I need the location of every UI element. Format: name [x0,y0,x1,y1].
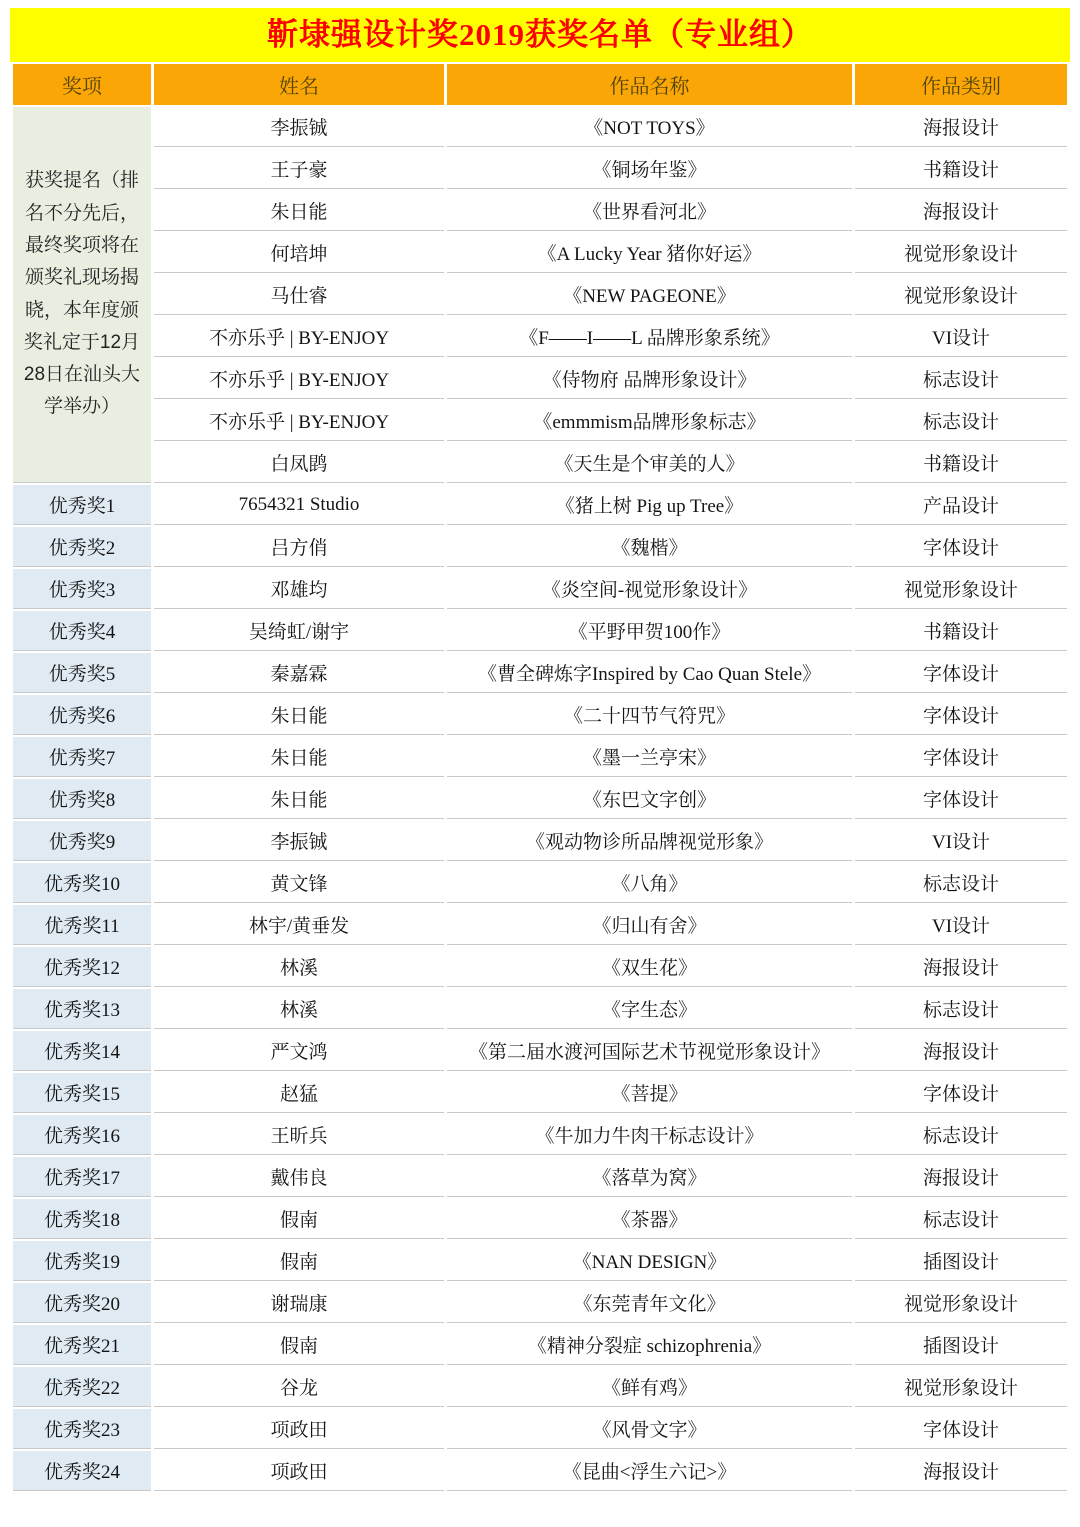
award-name-cell: 优秀奖18 [13,1199,151,1239]
winner-name-cell: 不亦乐乎 | BY-ENJOY [154,359,444,399]
work-category-cell: 字体设计 [855,779,1067,819]
award-row [13,737,1067,777]
award-row [13,611,1067,651]
work-title-cell: 《F——I——L 品牌形象系统》 [447,317,852,357]
work-category-cell: VI设计 [855,317,1067,357]
work-category-cell: 书籍设计 [855,443,1067,483]
work-title-cell: 《观动物诊所品牌视觉形象》 [447,821,852,861]
winner-name-cell: 马仕睿 [154,275,444,315]
award-name-cell: 优秀奖2 [13,527,151,567]
award-name-cell: 优秀奖6 [13,695,151,735]
work-category-cell: 视觉形象设计 [855,569,1067,609]
work-category-cell: 插图设计 [855,1241,1067,1281]
work-title-cell: 《字生态》 [447,989,852,1029]
work-category-cell: 产品设计 [855,485,1067,525]
work-title-cell: 《铜场年鉴》 [447,149,852,189]
work-title-cell: 《NOT TOYS》 [447,107,852,147]
work-category-cell: 海报设计 [855,1157,1067,1197]
work-title-cell: 《双生花》 [447,947,852,987]
award-row [13,863,1067,903]
award-name-cell: 优秀奖3 [13,569,151,609]
nomination-row [13,149,1067,189]
work-title-cell: 《NAN DESIGN》 [447,1241,852,1281]
work-title-cell: 《A Lucky Year 猪你好运》 [447,233,852,273]
award-name-cell: 优秀奖4 [13,611,151,651]
work-title-cell: 《天生是个审美的人》 [447,443,852,483]
work-category-cell: 字体设计 [855,1409,1067,1449]
award-name-cell: 优秀奖12 [13,947,151,987]
award-name-cell: 优秀奖9 [13,821,151,861]
work-title-cell: 《emmmism品牌形象标志》 [447,401,852,441]
award-name-cell: 优秀奖22 [13,1367,151,1407]
award-row [13,485,1067,525]
nomination-row [13,191,1067,231]
winner-name-cell: 吕方俏 [154,527,444,567]
nomination-row [13,401,1067,441]
work-category-cell: 插图设计 [855,1325,1067,1365]
winner-name-cell: 谢瑞康 [154,1283,444,1323]
award-row [13,1325,1067,1365]
work-title-cell: 《落草为窝》 [447,1157,852,1197]
work-category-cell: 字体设计 [855,653,1067,693]
winner-name-cell: 吴绮虹/谢宇 [154,611,444,651]
award-row [13,905,1067,945]
winner-name-cell: 林宇/黄垂发 [154,905,444,945]
award-row [13,1409,1067,1449]
work-category-cell: 标志设计 [855,863,1067,903]
work-title-cell: 《NEW PAGEONE》 [447,275,852,315]
work-category-cell: 书籍设计 [855,149,1067,189]
work-title-cell: 《第二届水渡河国际艺术节视觉形象设计》 [447,1031,852,1071]
work-category-cell: VI设计 [855,905,1067,945]
col-header-category: 作品类别 [855,64,1067,105]
award-row [13,1283,1067,1323]
award-name-cell: 优秀奖10 [13,863,151,903]
winner-name-cell: 戴伟良 [154,1157,444,1197]
work-category-cell: 标志设计 [855,989,1067,1029]
work-category-cell: 海报设计 [855,1031,1067,1071]
nomination-award-label: 获奖提名（排名不分先后，最终奖项将在颁奖礼现场揭晓，本年度颁奖礼定于12月28日在汕头大学举办） [13,107,151,483]
work-title-cell: 《猪上树 Pig up Tree》 [447,485,852,525]
header-row [13,64,1067,105]
work-title-cell: 《归山有舍》 [447,905,852,945]
work-title-cell: 《风骨文字》 [447,1409,852,1449]
winner-name-cell: 王子豪 [154,149,444,189]
award-name-cell: 优秀奖14 [13,1031,151,1071]
award-row [13,947,1067,987]
work-category-cell: 标志设计 [855,401,1067,441]
award-name-cell: 优秀奖21 [13,1325,151,1365]
table-body [13,107,1067,1491]
nomination-row [13,107,1067,147]
work-category-cell: 视觉形象设计 [855,275,1067,315]
award-name-cell: 优秀奖15 [13,1073,151,1113]
work-category-cell: 字体设计 [855,1073,1067,1113]
award-row [13,527,1067,567]
work-category-cell: 海报设计 [855,191,1067,231]
award-name-cell: 优秀奖13 [13,989,151,1029]
work-title-cell: 《昆曲<浮生六记>》 [447,1451,852,1491]
award-row [13,779,1067,819]
winner-name-cell: 不亦乐乎 | BY-ENJOY [154,401,444,441]
work-title-cell: 《鲜有鸡》 [447,1367,852,1407]
work-title-cell: 《世界看河北》 [447,191,852,231]
winner-name-cell: 朱日能 [154,191,444,231]
award-row [13,1073,1067,1113]
award-row [13,569,1067,609]
winner-name-cell: 黄文锋 [154,863,444,903]
winner-name-cell: 项政田 [154,1451,444,1491]
winner-name-cell: 假南 [154,1241,444,1281]
nomination-row [13,317,1067,357]
work-category-cell: 标志设计 [855,1115,1067,1155]
work-title-cell: 《魏楷》 [447,527,852,567]
award-row [13,1367,1067,1407]
award-row [13,653,1067,693]
work-title-cell: 《东巴文字创》 [447,779,852,819]
winner-name-cell: 严文鸿 [154,1031,444,1071]
winner-name-cell: 7654321 Studio [154,485,444,525]
page-title: 靳埭强设计奖2019获奖名单（专业组） [10,8,1070,62]
work-category-cell: 标志设计 [855,1199,1067,1239]
winner-name-cell: 项政田 [154,1409,444,1449]
award-name-cell: 优秀奖16 [13,1115,151,1155]
award-row [13,695,1067,735]
work-category-cell: 视觉形象设计 [855,1283,1067,1323]
work-category-cell: 海报设计 [855,947,1067,987]
award-name-cell: 优秀奖1 [13,485,151,525]
work-title-cell: 《曹全碑炼字Inspired by Cao Quan Stele》 [447,653,852,693]
winner-name-cell: 秦嘉霖 [154,653,444,693]
work-title-cell: 《墨一兰亭宋》 [447,737,852,777]
work-category-cell: 标志设计 [855,359,1067,399]
work-category-cell: 字体设计 [855,737,1067,777]
work-title-cell: 《八角》 [447,863,852,903]
winner-name-cell: 白凤鹍 [154,443,444,483]
work-title-cell: 《炎空间-视觉形象设计》 [447,569,852,609]
award-row [13,1199,1067,1239]
awards-table [10,62,1070,1493]
winner-name-cell: 林溪 [154,989,444,1029]
work-category-cell: 海报设计 [855,107,1067,147]
award-row [13,821,1067,861]
work-title-cell: 《二十四节气符咒》 [447,695,852,735]
award-name-cell: 优秀奖23 [13,1409,151,1449]
award-name-cell: 优秀奖7 [13,737,151,777]
work-category-cell: 视觉形象设计 [855,233,1067,273]
award-name-cell: 优秀奖17 [13,1157,151,1197]
winner-name-cell: 赵猛 [154,1073,444,1113]
winner-name-cell: 李振铖 [154,821,444,861]
winner-name-cell: 假南 [154,1199,444,1239]
work-title-cell: 《茶器》 [447,1199,852,1239]
award-name-cell: 优秀奖5 [13,653,151,693]
award-name-cell: 优秀奖19 [13,1241,151,1281]
winner-name-cell: 朱日能 [154,737,444,777]
col-header-work: 作品名称 [447,64,852,105]
award-row [13,989,1067,1029]
nomination-row [13,359,1067,399]
work-title-cell: 《平野甲贺100作》 [447,611,852,651]
winner-name-cell: 李振铖 [154,107,444,147]
work-title-cell: 《菩提》 [447,1073,852,1113]
award-row [13,1157,1067,1197]
work-title-cell: 《东莞青年文化》 [447,1283,852,1323]
award-name-cell: 优秀奖24 [13,1451,151,1491]
work-title-cell: 《牛加力牛肉干标志设计》 [447,1115,852,1155]
winner-name-cell: 邓雄均 [154,569,444,609]
col-header-award: 奖项 [13,64,151,105]
award-name-cell: 优秀奖11 [13,905,151,945]
work-title-cell: 《精神分裂症 schizophrenia》 [447,1325,852,1365]
award-row [13,1031,1067,1071]
nomination-row [13,233,1067,273]
work-category-cell: 字体设计 [855,695,1067,735]
work-category-cell: 视觉形象设计 [855,1367,1067,1407]
award-row [13,1241,1067,1281]
award-name-cell: 优秀奖8 [13,779,151,819]
nomination-row [13,275,1067,315]
work-category-cell: 海报设计 [855,1451,1067,1491]
winner-name-cell: 朱日能 [154,779,444,819]
winner-name-cell: 何培坤 [154,233,444,273]
work-category-cell: 书籍设计 [855,611,1067,651]
nomination-row [13,443,1067,483]
winner-name-cell: 林溪 [154,947,444,987]
winner-name-cell: 朱日能 [154,695,444,735]
work-title-cell: 《侍物府 品牌形象设计》 [447,359,852,399]
winner-name-cell: 假南 [154,1325,444,1365]
work-category-cell: VI设计 [855,821,1067,861]
winner-name-cell: 不亦乐乎 | BY-ENJOY [154,317,444,357]
work-category-cell: 字体设计 [855,527,1067,567]
award-row [13,1115,1067,1155]
winner-name-cell: 王昕兵 [154,1115,444,1155]
table-header [13,64,1067,105]
award-row [13,1451,1067,1491]
award-name-cell: 优秀奖20 [13,1283,151,1323]
col-header-name: 姓名 [154,64,444,105]
winner-name-cell: 谷龙 [154,1367,444,1407]
